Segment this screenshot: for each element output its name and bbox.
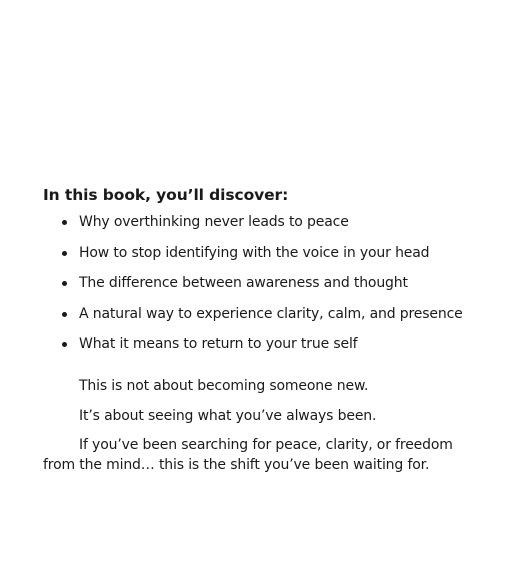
book-description (43, 184, 483, 485)
list-item-text: Why overthinking never leads to peace (79, 214, 349, 230)
bullet-icon (62, 281, 67, 286)
paragraph: If you’ve been searching for peace, clarity, or freedom from the mind… this is the shift you’ve been waiting for. (43, 437, 453, 473)
list-item (43, 334, 483, 354)
bullet-icon (62, 220, 67, 225)
list-item-text: What it means to return to your true self (79, 336, 358, 352)
list-item (43, 243, 483, 263)
bullet-icon (62, 251, 67, 256)
bullet-icon (62, 312, 67, 317)
paragraph: It’s about seeing what you’ve always been. (79, 407, 377, 424)
closing-text (43, 376, 483, 475)
list-item (43, 212, 483, 232)
list-item (43, 304, 483, 324)
paragraph: This is not about becoming someone new. (79, 378, 369, 394)
discovery-list (43, 212, 483, 354)
section-heading: In this book, you’ll discover: (43, 186, 289, 204)
bullet-icon (62, 342, 67, 347)
list-item-text: How to stop identifying with the voice in your head (79, 244, 430, 261)
list-item-text: A natural way to experience clarity, calm, and presence (79, 305, 463, 322)
list-item (43, 273, 483, 293)
list-item-text: The difference between awareness and thought (79, 275, 408, 291)
